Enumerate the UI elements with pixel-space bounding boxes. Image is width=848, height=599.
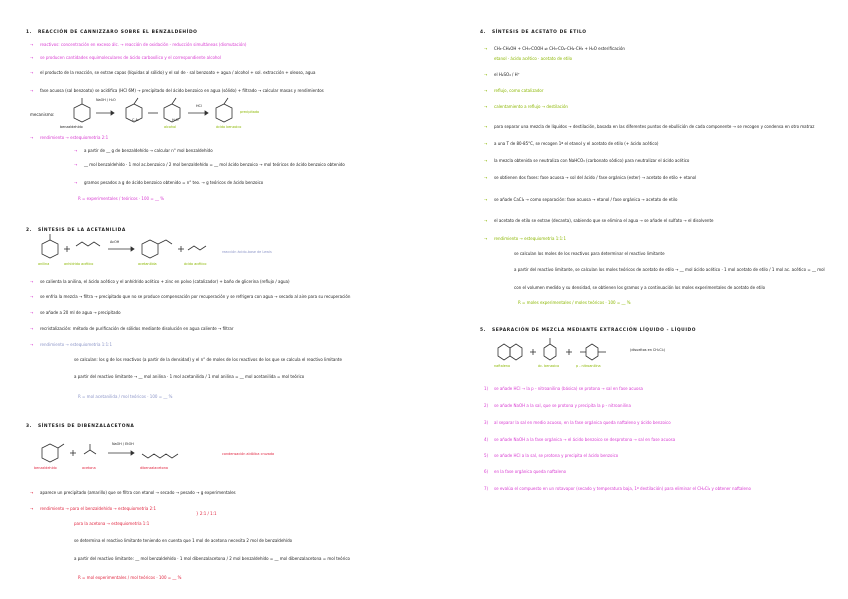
section-title-text: SÍNTESIS DE LA ACETANILIDA xyxy=(37,228,126,233)
s5-line-7: 7) se evalúa el compuesto en un rotavapor (secado y temperatura baja, 1ª destilación) para eliminar el CH₂Cl₂ y obtener naftaleno xyxy=(484,486,751,491)
s1-line-4: → fase acuosa (sal benzoato) se acidifica (HCl 6M) → precipitado del ácido benzoico en agua (sólido) + filtrado → calcular masas y rendimientos xyxy=(30,88,324,93)
s3-line-4: se determina el reactivo limitante teniendo en cuenta que 1 mol de acetona necesita 2 mol de benzaldehído xyxy=(74,538,293,543)
s4-line-3: → el H₂SO₄ / H⁺ xyxy=(484,72,520,77)
rx2-label-acoh: AcOH xyxy=(110,240,120,244)
s5-line-4: 4) se añade NaOH a la fase orgánica → el ácido benzoico se desprotona → sal en fase acuosa xyxy=(484,437,676,442)
rx2-label-acetic-acid: ácido acético xyxy=(184,262,207,266)
s4-line-12: → rendimiento → estequiometría 1:1:1 xyxy=(484,236,567,241)
right-column xyxy=(480,0,835,599)
section-number: 5. xyxy=(480,328,486,333)
s3-yield-formula: R = mol experimentales / mol teóricos · 100 = __ % xyxy=(78,575,182,580)
label-p-nitroaniline: p - nitroanilina xyxy=(576,364,601,368)
rx1-label-hcl: HCl xyxy=(196,104,202,108)
s1-line-7: → a partir de __ g de benzaldehído → calcular n° mol benzaldehído xyxy=(74,148,213,153)
s4-line-2: etanol · ácido acético · acetato de etilo xyxy=(494,56,573,61)
s3-line-1: → aparece un precipitado (amarillo) que se filtra con etanol → secado → pesado → g experimentales xyxy=(30,490,236,495)
s3-ratio-brace: } 2:1 / 1:1 xyxy=(196,511,217,516)
section-title-text: SÍNTESIS DE ACETATO DE ETILO xyxy=(491,30,587,35)
rx1-label-benzoic-acid: ácido benzoico xyxy=(216,125,242,129)
rx1-label-reagent: NaOH / H₂O xyxy=(96,98,116,102)
s4-line-14: a partir del reactivo limitante, se calculan los moles teóricos de acetato de etilo → __ mol ácido acético · 1 mol acetato de etilo / 1 mol ac. acético = __ mol xyxy=(514,267,825,272)
s4-line-10: → se añade CaCl₂ → como separación: fase acuosa → etanol / fase orgánica → acetato de etilo xyxy=(484,197,678,202)
s2-line-4: → recristalización: método de purificación de sólidos mediante disolución en agua caliente → filtrar xyxy=(30,326,234,331)
section-5-title xyxy=(480,328,696,333)
section-title-text: REACCIÓN DE CANNIZZARO SOBRE EL BENZALDEHÍDO xyxy=(37,30,198,35)
s2-line-2: → se enfría la mezcla → filtra → precipitado que no se produce compensación por recuperación y se refrigera con agua → secado al aire para su recuperación xyxy=(30,294,351,299)
rx1-label-h2o: H₂O xyxy=(172,118,179,122)
s1-mechanism-label: mecanismo: xyxy=(30,112,55,117)
rx1-label-alcohol: alcohol xyxy=(164,125,177,129)
s1-line-8: → __ mol benzaldehído · 1 mol ac.benzoico / 2 mol benzaldehído = __ mol ácido benzoico → mol teóricos de ácido benzoico obtenido xyxy=(74,162,345,167)
section-3-title xyxy=(26,424,134,429)
rx3-label-naoh: NaOH / EtOH xyxy=(112,442,134,446)
rx3-label-acetone: acetona xyxy=(82,466,96,470)
label-benzoic-acid: ác. benzoico xyxy=(538,364,560,368)
s4-line-7: → a una T de 80-85°C, se recogen 1ª el etanol y el acetato de etilo (+ ácido acético) xyxy=(484,141,659,146)
s2-line-3: → se añade a 20 ml de agua → precipitado xyxy=(30,310,121,315)
s2-line-5: → rendimiento → estequiometría 1:1:1 xyxy=(30,342,113,347)
section-title-text: SEPARACIÓN DE MEZCLA MEDIANTE EXTRACCIÓN LÍQUIDO - LÍQUIDO xyxy=(491,328,697,333)
s1-yield-formula: R = experimentales / teóricos · 100 = __ % xyxy=(78,196,165,201)
s5-line-3: 3) al separar la sal en medio acuoso, en la fase orgánica queda naftaleno y ácido benzoico xyxy=(484,420,671,425)
rx1-label-precipitate: precipitado xyxy=(240,110,260,114)
rx3-label-dibenzalacetone: dibenzalacetona xyxy=(140,466,168,470)
s1-line-9: → gramos pesados a g de ácido benzoico obtenido = n° teo. → g teóricos de ácido benzoico xyxy=(74,180,264,185)
section-1-title xyxy=(26,30,198,35)
section-4-title xyxy=(480,30,587,35)
s4-line-4: → reflujo, como catalizador xyxy=(484,88,544,93)
section-number: 2. xyxy=(26,228,32,233)
s2-line-6: se calculan: los g de los reactivos (a partir de la densidad) y el n° de moles de los reactivos de los que se calcula el reactivo limitante xyxy=(74,357,342,362)
s4-line-9: → se obtienen dos fases: fase acuosa → sol del ácido / fase orgánica (ester) → acetato de etilo + etanol xyxy=(484,175,697,180)
s4-line-11: → el acetato de etilo se extrae (decanta), sabiendo que se elimina el agua → se añade el sulfato → el disolvente xyxy=(484,218,714,223)
rx1-label-benzaldehyde: benzaldehído xyxy=(60,125,83,129)
section-title-text: SÍNTESIS DE DIBENZALACETONA xyxy=(37,424,135,429)
rx1-label-ca: C.A. xyxy=(132,118,139,122)
rx2-label-aniline: anilina xyxy=(38,262,50,266)
s5-line-6: 6) en la fase orgánica queda naftaleno xyxy=(484,469,567,474)
s4-line-13: se calculan los moles de los reactivos para determinar el reactivo limitante xyxy=(514,251,665,256)
s2-yield-formula: R = mol acetanilida / mol teóricos · 100 = __ % xyxy=(78,394,173,399)
label-solvent: (disueltos en CH₂Cl₂) xyxy=(630,348,666,352)
section-2-title xyxy=(26,228,126,233)
section-number: 3. xyxy=(26,424,32,429)
label-naphthalene: naftaleno xyxy=(494,364,511,368)
s1-line-1: → reactivos: concentración en exceso álc. → reacción de oxidación - reducción simultáneas (dismutación) xyxy=(30,42,247,47)
s4-yield-formula: R = moles experimentales / moles teóricos · 100 = __ % xyxy=(518,300,631,305)
s3-line-3: para la acetona → estequiometría 1:1 xyxy=(74,521,150,526)
rx2-label-anhydride: anhídrido acético xyxy=(64,262,94,266)
extraction-compounds-diagram xyxy=(494,340,654,366)
s1-line-2: → se producen cantidades equimoleculares de ácido carboxílico y el correspondiente alcohol xyxy=(30,55,221,60)
s4-line-1: → CH₃-CH₂OH + CH₃-COOH ⇌ CH₃-CO₂-CH₂-CH₃ + H₂O esterificación xyxy=(484,46,625,51)
rx2-label-acetanilide: acetanilida xyxy=(138,262,157,266)
s4-line-6: → para separar una mezcla de líquidos → destilación, basada en las diferentes puntos de ebullición de cada componente → se recogen y condensa en otro matraz xyxy=(484,124,815,129)
s1-line-3: → el producto de la reacción, se extrae capas (líquidas al sólido) y el sol de · sal benzoato + agua / alcohol + sol. extracción + oleoso, agua xyxy=(30,70,316,75)
s4-line-5: → calentamiento a reflujo → destilación xyxy=(484,104,568,109)
s2-line-1: → se calienta la anilina, el ácido acético y el anhídrido acético + zinc en polvo (catalizador) + baño de glicerina (reflujo / agua) xyxy=(30,279,290,284)
s3-line-5: a partir del reactivo limitante: __ mol benzaldehído · 1 mol dibenzalacetona / 2 mol benzaldehído = __ mol dibenzalacetona = mol teórico xyxy=(74,556,350,561)
s5-line-2: 2) se añade NaOH a la sal, que se protona y precipita la p - nitroanilina xyxy=(484,403,631,408)
s4-line-8: → la mezcla obtenida se neutraliza con NaHCO₃ (carbonato sódico) para neutralizar el ácido acético xyxy=(484,158,690,163)
s5-line-5: 5) se añade HCl a la sal, se protona y precipita el ácido benzoico xyxy=(484,453,619,458)
s3-line-2: → rendimiento → para el benzaldehído → estequiometría 2:1 xyxy=(30,506,157,511)
rx3-label-benzaldehyde: benzaldehído xyxy=(34,466,57,470)
s1-line-6: → rendimiento → estequiometría 2:1 xyxy=(30,135,109,140)
left-column xyxy=(26,0,446,599)
section-number: 4. xyxy=(480,30,486,35)
rx3-label-reaction-type: condensación aldólica cruzada xyxy=(222,452,275,456)
s5-line-1: 1) se añade HCl → la p - nitroanilina (básica) se protona → sal en fase acuosa xyxy=(484,386,644,391)
s2-line-7: a partir del reactivo limitante → __ mol anilina · 1 mol acetanilida / 1 mol anilina = __ mol acetanilida = mol teórico xyxy=(74,374,305,379)
rx2-label-reaction-type: reacción ácido-base de Lewis xyxy=(222,250,272,254)
s4-line-15: con el volumen medido y su densidad, se obtienen los gramos y a continuación los moles experimentales de acetato de etilo xyxy=(514,285,766,290)
section-number: 1. xyxy=(26,30,32,35)
